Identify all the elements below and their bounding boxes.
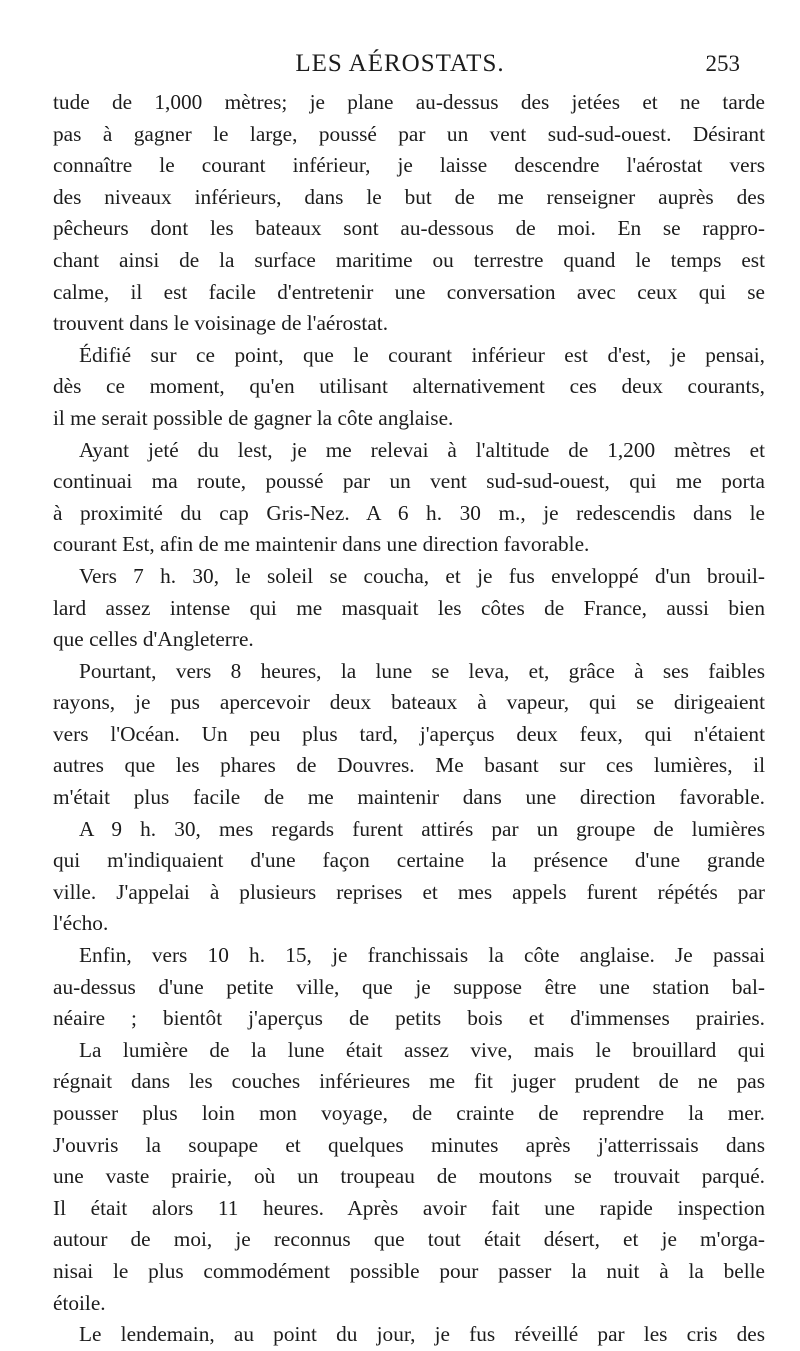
text-line: m'était plus facile de me maintenir dans une direction favorable. bbox=[53, 785, 765, 810]
text-line: néaire ; bientôt j'aperçus de petits bois et d'immenses prairies. bbox=[53, 1006, 765, 1031]
text-line: lard assez intense qui me masquait les côtes de France, aussi bien bbox=[53, 595, 765, 620]
text-line: Ayant jeté du lest, je me relevai à l'altitude de 1,200 mètres et bbox=[79, 437, 765, 462]
text-line: trouvent dans le voisinage de l'aérostat. bbox=[53, 311, 389, 336]
page-number: 253 bbox=[705, 51, 740, 76]
text-line: continuai ma route, poussé par un vent sud-sud-ouest, qui me porta bbox=[53, 469, 765, 494]
text-line: Édifié sur ce point, que le courant inférieur est d'est, je pensai, bbox=[79, 342, 765, 367]
text-line: au-dessus d'une petite ville, que je suppose être une station bal- bbox=[53, 974, 765, 999]
text-line: ville. J'appelai à plusieurs reprises et mes appels furent répétés par bbox=[53, 879, 765, 904]
running-head bbox=[0, 50, 800, 82]
text-line: autres que les phares de Douvres. Me basant sur ces lumières, il bbox=[53, 753, 765, 778]
text-line: calme, il est facile d'entretenir une conversation avec ceux qui se bbox=[53, 279, 765, 304]
text-line: que celles d'Angleterre. bbox=[53, 627, 254, 652]
text-line: il me serait possible de gagner la côte anglaise. bbox=[53, 405, 454, 430]
text-line: courant Est, afin de me maintenir dans une direction favorable. bbox=[53, 532, 590, 557]
text-line: étoile. bbox=[53, 1290, 106, 1315]
text-line: régnait dans les couches inférieures me fit juger prudent de ne pas bbox=[53, 1069, 765, 1094]
text-line: vers l'Océan. Un peu plus tard, j'aperçus deux feux, qui n'étaient bbox=[53, 721, 765, 746]
body-text bbox=[53, 87, 765, 1351]
text-line: rayons, je pus apercevoir deux bateaux à vapeur, qui se dirigeaient bbox=[53, 690, 765, 715]
text-line: Enfin, vers 10 h. 15, je franchissais la côte anglaise. Je passai bbox=[79, 943, 765, 968]
text-line: qui m'indiquaient d'une façon certaine la présence d'une grande bbox=[53, 848, 765, 873]
text-line: chant ainsi de la surface maritime ou terrestre quand le temps est bbox=[53, 247, 765, 272]
text-line: des niveaux inférieurs, dans le but de me renseigner auprès des bbox=[53, 184, 765, 209]
text-line: pousser plus loin mon voyage, de crainte de reprendre la mer. bbox=[53, 1101, 765, 1125]
text-line: Vers 7 h. 30, le soleil se coucha, et je fus enveloppé d'un brouil- bbox=[79, 563, 765, 588]
text-line: Pourtant, vers 8 heures, la lune se leva, et, grâce à ses faibles bbox=[79, 658, 765, 683]
text-line: pêcheurs dont les bateaux sont au-dessous de moi. En se rappro- bbox=[53, 216, 765, 241]
text-line: tude de 1,000 mètres; je plane au-dessus des jetées et ne tarde bbox=[53, 90, 765, 114]
text-line: une vaste prairie, où un troupeau de moutons se trouvait parqué. bbox=[53, 1164, 765, 1189]
text-line: à proximité du cap Gris-Nez. A 6 h. 30 m., je redescendis dans le bbox=[53, 500, 765, 525]
text-line: A 9 h. 30, mes regards furent attirés par un groupe de lumières bbox=[79, 816, 765, 841]
text-line: l'écho. bbox=[53, 911, 109, 936]
text-line: dès ce moment, qu'en utilisant alternativement ces deux courants, bbox=[53, 374, 765, 399]
text-line: connaître le courant inférieur, je laisse descendre l'aérostat vers bbox=[53, 153, 765, 178]
text-line: La lumière de la lune était assez vive, mais le brouillard qui bbox=[79, 1037, 765, 1062]
text-line: Le lendemain, au point du jour, je fus réveillé par les cris des bbox=[79, 1322, 765, 1347]
text-line: J'ouvris la soupape et quelques minutes après j'atterrissais dans bbox=[53, 1132, 765, 1157]
text-line: Il était alors 11 heures. Après avoir fait une rapide inspection bbox=[53, 1195, 765, 1220]
text-line: pas à gagner le large, poussé par un vent sud-sud-ouest. Désirant bbox=[53, 121, 765, 146]
page-title: LES AÉROSTATS. bbox=[295, 50, 505, 77]
text-line: autour de moi, je reconnus que tout était désert, et je m'orga- bbox=[53, 1227, 765, 1252]
text-line: nisai le plus commodément possible pour passer la nuit à la belle bbox=[53, 1258, 765, 1283]
